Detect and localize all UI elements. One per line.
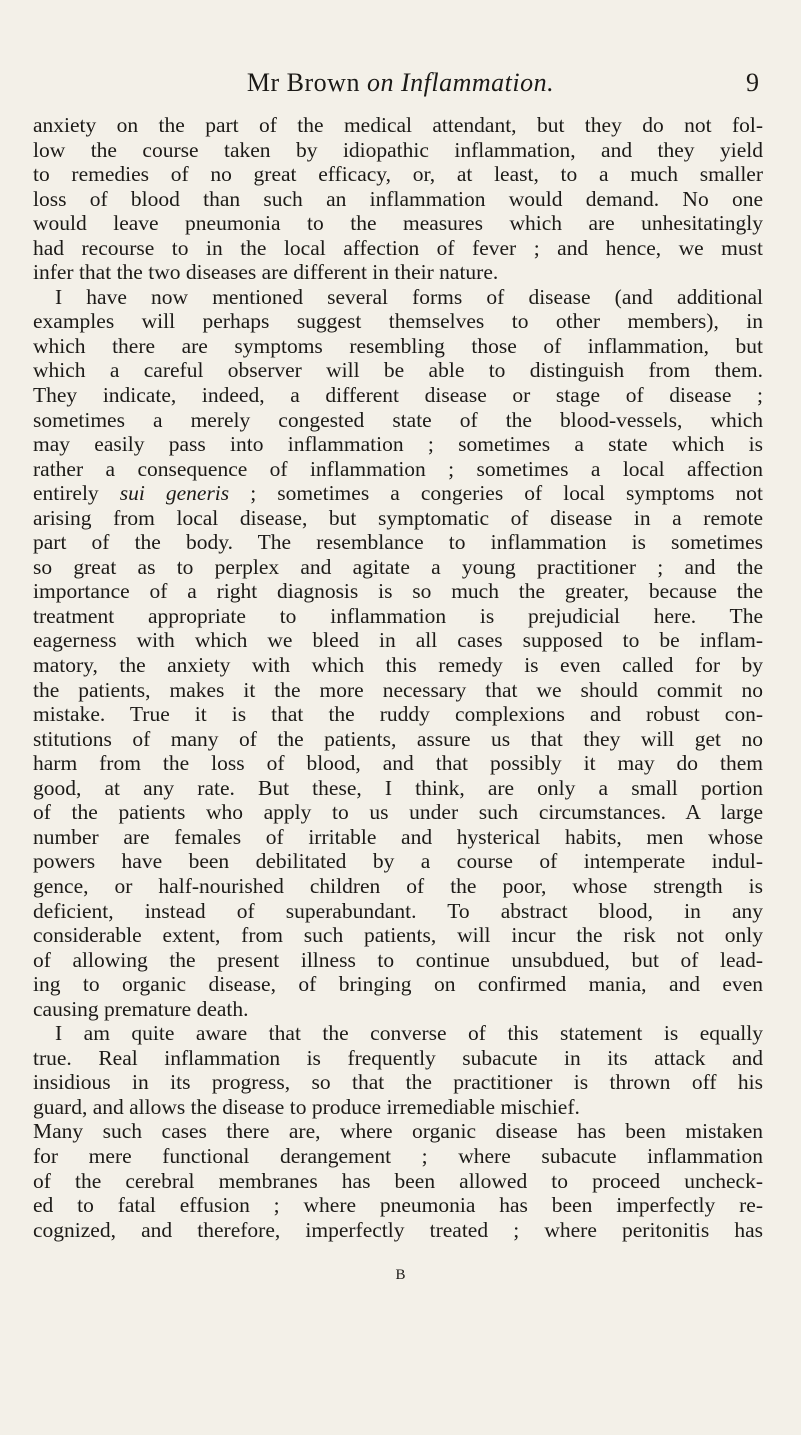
text-line: matory, the anxiety with which this remedy is even called for by: [33, 653, 763, 678]
text-line: causing premature death.: [33, 996, 249, 1021]
text-line: examples will perhaps suggest themselves to other members), in: [33, 309, 763, 334]
text-line: treatment appropriate to inflammation is prejudicial here. The: [33, 603, 763, 628]
text-line: rather a consequence of inflammation ; sometimes a local affection: [33, 456, 763, 481]
running-head-title: on Inflammation.: [366, 68, 555, 97]
text-line: deficient, instead of superabundant. To abstract blood, in any: [33, 898, 763, 923]
page-header: [0, 68, 801, 108]
text-line: considerable extent, from such patients, will incur the risk not only: [33, 923, 763, 948]
text-line: low the course taken by idiopathic inflammation, and they yield: [33, 137, 763, 162]
text-line: Many such cases there are, where organic disease has been mistaken: [33, 1119, 763, 1144]
text-line: would leave pneumonia to the measures which are unhesitatingly: [33, 211, 763, 236]
text-line: mistake. True it is that the ruddy complexions and robust con-: [33, 702, 763, 727]
text-line: for mere functional derangement ; where subacute inflammation: [33, 1143, 763, 1168]
text-line: infer that the two diseases are different in their nature.: [33, 260, 499, 285]
text-line: sometimes a merely congested state of the blood-vessels, which: [33, 407, 763, 432]
text-line: which a careful observer will be able to distinguish from them.: [33, 358, 763, 383]
text-line: ed to fatal effusion ; where pneumonia has been imperfectly re-: [33, 1193, 763, 1218]
signature-mark: B: [395, 1267, 406, 1283]
text-line: guard, and allows the disease to produce irremediable mischief.: [33, 1094, 580, 1119]
text-line: true. Real inflammation is frequently subacute in its attack and: [33, 1045, 763, 1070]
body-text: [33, 113, 763, 1242]
running-head: [0, 68, 801, 98]
text-line: the patients, makes it the more necessary that we should commit no: [33, 677, 763, 702]
text-line: I have now mentioned several forms of disease (and additional: [55, 284, 763, 309]
text-line: harm from the loss of blood, and that possibly it may do them: [33, 751, 763, 776]
text-line: had recourse to in the local affection of fever ; and hence, we must: [33, 235, 763, 260]
text-line: I am quite aware that the converse of this statement is equally: [55, 1021, 763, 1046]
text-line: part of the body. The resemblance to inflammation is sometimes: [33, 530, 763, 555]
text-line: eagerness with which we bleed in all cases supposed to be inflam-: [33, 628, 763, 653]
text-line: importance of a right diagnosis is so much the greater, because the: [33, 579, 763, 604]
text-line: to remedies of no great efficacy, or, at least, to a much smaller: [33, 162, 763, 187]
text-line: gence, or half-nourished children of the poor, whose strength is: [33, 873, 763, 898]
text-line: which there are symptoms resembling those of inflammation, but: [33, 333, 763, 358]
text-line: may easily pass into inflammation ; sometimes a state which is: [33, 432, 763, 457]
text-line: of the cerebral membranes has been allowed to proceed uncheck-: [33, 1168, 763, 1193]
text-line: arising from local disease, but symptomatic of disease in a remote: [33, 505, 763, 530]
text-line: anxiety on the part of the medical attendant, but they do not fol-: [33, 113, 763, 137]
text-line: good, at any rate. But these, I think, are only a small portion: [33, 775, 763, 800]
text-line: ing to organic disease, of bringing on confirmed mania, and even: [33, 972, 763, 997]
text-line: entirely sui generis ; sometimes a congeries of local symptoms not: [33, 481, 763, 506]
text-line: number are females of irritable and hysterical habits, men whose: [33, 824, 763, 849]
running-head-author: Mr Brown: [246, 68, 367, 97]
text-line: of the patients who apply to us under such circumstances. A large: [33, 800, 763, 825]
text-line: cognized, and therefore, imperfectly treated ; where peritonitis has: [33, 1217, 763, 1242]
text-line: powers have been debilitated by a course of intemperate indul-: [33, 849, 763, 874]
text-line: insidious in its progress, so that the practitioner is thrown off his: [33, 1070, 763, 1095]
text-line: of allowing the present illness to continue unsubdued, but of lead-: [33, 947, 763, 972]
text-line: loss of blood than such an inflammation would demand. No one: [33, 186, 763, 211]
text-line: They indicate, indeed, a different disease or stage of disease ;: [33, 383, 763, 408]
text-line: so great as to perplex and agitate a young practitioner ; and the: [33, 554, 763, 579]
page-number: 9: [746, 68, 759, 97]
text-line: stitutions of many of the patients, assure us that they will get no: [33, 726, 763, 751]
